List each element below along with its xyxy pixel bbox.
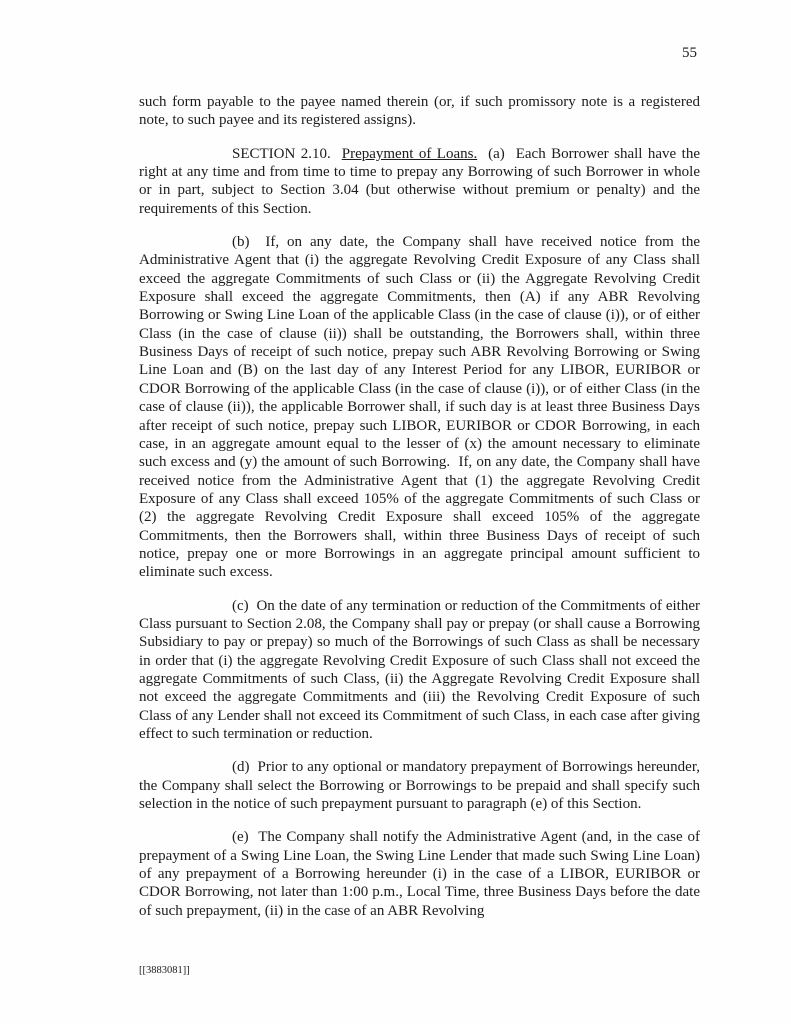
paragraph-c: (c) On the date of any termination or reduction of the Commitments of either Class pursuant to Section 2.08, the Company shall pay or prepay (or shall cause a Borrowing Subsidiary to pay or prepay) so much of the Borrowings of such Class as shall be necessary in order that (i) the aggregate Revolving Credit Exposure of such Class shall not exceed the aggregate Commitments of such Class, (ii) the Aggregate Revolving Credit Exposure shall not exceed the aggregate Commitments and (iii) the Revolving Credit Exposure of such Class of any Lender shall not exceed its Commitment of such Class, in each case after giving effect to such termination or reduction. bbox=[139, 597, 700, 742]
section-number: SECTION 2.10. bbox=[232, 145, 342, 162]
paragraph-continuation: such form payable to the payee named therein (or, if such promissory note is a registered note, to such payee and its registered assigns). bbox=[139, 94, 700, 129]
document-id-footer: [[3883081]] bbox=[139, 965, 190, 976]
page-number: 55 bbox=[682, 45, 697, 61]
section-paragraph-a: (a) Each Borrower shall have the right at any time and from time to time to prepay any Borrowing of such Borrower in whole or in part, subject to Section 3.04 (but otherwise without premium or penalty) and the requirements of this Section. bbox=[139, 145, 700, 217]
document-body bbox=[139, 93, 700, 920]
paragraph-d: (d) Prior to any optional or mandatory prepayment of Borrowings hereunder, the Company shall select the Borrowing or Borrowings to be prepaid and shall specify such selection in the notice of such prepayment pursuant to paragraph (e) of this Section. bbox=[139, 759, 700, 813]
paragraph-b: (b) If, on any date, the Company shall have received notice from the Administrative Agent that (i) the aggregate Revolving Credit Exposure of any Class shall exceed the aggregate Commitments of such Class or (ii) the Aggregate Revolving Credit Exposure shall exceed the aggregate Commitments, then (A) if any ABR Revolving Borrowing or Swing Line Loan of the applicable Class (in the case of clause (i)), or of either Class (in the case of clause (ii)) shall be outstanding, the Borrowers shall, within three Business Days of receipt of such notice, prepay such ABR Revolving Borrowing or Swing Line Loan and (B) on the last day of any Interest Period for any LIBOR, EURIBOR or CDOR Borrowing of the applicable Class (in the case of clause (i)), or of either Class (in the case of clause (ii)), the applicable Borrower shall, if such day is at least three Business Days after receipt of such notice, prepay such LIBOR, EURIBOR or CDOR Borrowing, in each case, in an aggregate amount equal to the lesser of (x) the amount necessary to eliminate such excess and (y) the amount of such Borrowing. If, on any date, the Company shall have received notice from the Administrative Agent that (1) the aggregate Revolving Credit Exposure of any Class shall exceed 105% of the aggregate Commitments of such Class or (2) the aggregate Revolving Credit Exposure shall exceed 105% of the aggregate Commitments, then the Borrowers shall, within three Business Days of receipt of such notice, prepay one or more Borrowings in an aggregate principal amount sufficient to eliminate such excess. bbox=[139, 234, 700, 581]
paragraph-section-2-10 bbox=[139, 145, 700, 218]
section-title: Prepayment of Loans. bbox=[341, 145, 478, 162]
paragraph-e: (e) The Company shall notify the Administrative Agent (and, in the case of prepayment of a Swing Line Loan, the Swing Line Lender that made such Swing Line Loan) of any prepayment of a Borrowing hereunder (i) in the case of a LIBOR, EURIBOR or CDOR Borrowing, not later than 1:00 p.m., Local Time, three Business Days before the date of such prepayment, (ii) in the case of an ABR Revolving bbox=[139, 829, 700, 919]
